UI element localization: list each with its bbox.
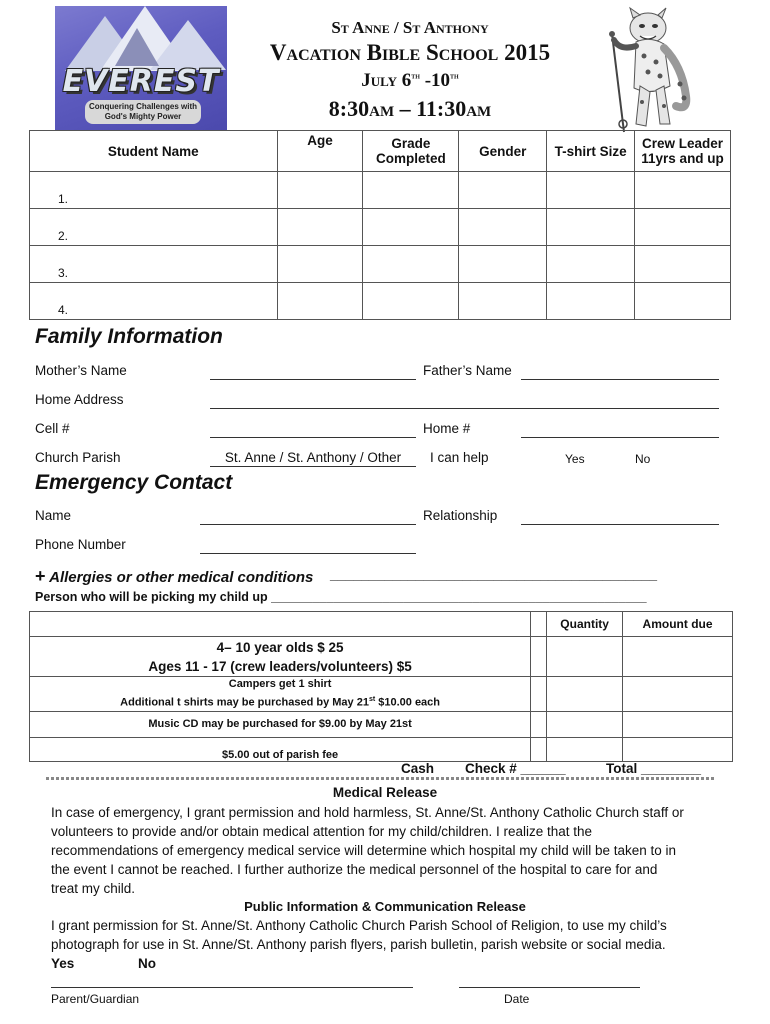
phone-number-label: Phone Number (35, 537, 126, 552)
student-name-cell[interactable]: 4. (30, 283, 278, 320)
allergies-row (35, 566, 313, 587)
allergies-field[interactable]: __________________________________________ (330, 566, 658, 582)
cell-field[interactable] (210, 437, 416, 438)
student-name-cell[interactable]: 2. (30, 209, 278, 246)
mothers-name-field[interactable] (210, 379, 416, 380)
fee-row (30, 737, 733, 761)
medical-release-text: In case of emergency, I grant permission and hold harmless, St. Anne/St. Anthony Catholic Church staff or volunteers to provide and/or obtain medical attention for my child/children. I realize that the recommendations of emergency medical service will determine which hospital my child will be taken to in the event I cannot be reached. I further authorize the medical personnel of the hospital to care for and treat my child. (51, 805, 684, 896)
student-row (30, 172, 731, 209)
grade-cell[interactable] (363, 283, 459, 320)
age-cell[interactable] (277, 209, 363, 246)
home-phone-field[interactable] (521, 437, 719, 438)
student-row (30, 283, 731, 320)
tshirt-header: T-shirt Size (547, 131, 635, 172)
student-name-cell[interactable]: 3. (30, 246, 278, 283)
amount-due-cell[interactable] (623, 737, 733, 761)
amount-due-cell[interactable] (623, 677, 733, 712)
crew-leader-cell[interactable] (635, 172, 731, 209)
age-cell[interactable] (277, 172, 363, 209)
total-field[interactable]: Total ________ (606, 761, 702, 776)
church-parish-field[interactable]: St. Anne / St. Anthony / Other (210, 450, 416, 467)
emergency-name-label: Name (35, 508, 72, 523)
amount-due-header: Amount due (623, 612, 733, 637)
vbs-heading: Vacation Bible School 2015 (269, 40, 551, 65)
mothers-name-label: Mother’s Name (35, 363, 127, 378)
crew-leader-cell[interactable] (635, 283, 731, 320)
relationship-field[interactable] (521, 524, 719, 525)
out-of-parish-fee-text: $5.00 out of parish fee (30, 737, 531, 761)
student-name-header: Student Name (30, 131, 278, 172)
amount-due-cell[interactable] (623, 637, 733, 677)
photo-yes-option[interactable]: Yes (51, 956, 75, 971)
gender-cell[interactable] (459, 283, 547, 320)
music-cd-fee-text: Music CD may be purchased for $9.00 by May 21st (30, 711, 531, 737)
fees-header-row (30, 612, 733, 637)
quantity-cell[interactable] (547, 711, 623, 737)
fee-row (30, 637, 733, 677)
crew-leader-header: Crew Leader 11yrs and up (635, 131, 731, 172)
quantity-cell[interactable] (547, 677, 623, 712)
tshirt-cell[interactable] (547, 246, 635, 283)
crew-leader-cell[interactable] (635, 246, 731, 283)
medical-release-title: Medical Release (332, 785, 438, 800)
registration-fee-text: 4– 10 year olds $ 25 Ages 11 - 17 (crew leaders/volunteers) $5 (30, 637, 531, 677)
phone-number-field[interactable] (200, 553, 416, 554)
grade-cell[interactable] (363, 172, 459, 209)
quantity-cell[interactable] (547, 637, 623, 677)
gender-cell[interactable] (459, 209, 547, 246)
student-row (30, 246, 731, 283)
fathers-name-label: Father’s Name (423, 363, 512, 378)
public-release-title: Public Information & Communication Release (244, 899, 526, 914)
parish-heading: St Anne / St Anthony (331, 18, 489, 37)
fees-table (29, 611, 733, 762)
grade-cell[interactable] (363, 209, 459, 246)
parent-signature-field[interactable] (51, 987, 413, 988)
quantity-header: Quantity (547, 612, 623, 637)
check-number-field[interactable]: Check # ______ (465, 761, 566, 776)
home-phone-label: Home # (423, 421, 471, 436)
allergies-label: Allergies or other medical conditions (49, 569, 314, 586)
quantity-cell[interactable] (547, 737, 623, 761)
crew-leader-cell[interactable] (635, 209, 731, 246)
home-address-label: Home Address (35, 392, 124, 407)
cash-option[interactable]: Cash (401, 761, 435, 776)
grade-cell[interactable] (363, 246, 459, 283)
logo-tagline: Conquering Challenges with God's Mighty Power (85, 100, 201, 124)
help-yes-option[interactable]: Yes (565, 452, 585, 466)
age-cell[interactable] (277, 246, 363, 283)
gender-cell[interactable] (459, 172, 547, 209)
grade-header: Grade Completed (363, 131, 459, 172)
snow-leopard-mascot-image (600, 6, 700, 134)
help-no-option[interactable]: No (635, 452, 651, 466)
pickup-person-field[interactable]: Person who will be picking my child up ______________________________________________________ (35, 590, 647, 604)
i-can-help-label: I can help (430, 450, 489, 465)
church-parish-label: Church Parish (35, 450, 121, 465)
plus-icon: + (35, 566, 46, 586)
date-field[interactable] (459, 987, 640, 988)
everest-logo (55, 6, 227, 130)
age-header: Age (277, 131, 363, 172)
amount-due-cell[interactable] (623, 711, 733, 737)
family-information-title: Family Information (35, 325, 223, 348)
cut-line-divider (46, 777, 714, 780)
gender-cell[interactable] (459, 246, 547, 283)
fee-row (30, 677, 733, 712)
emergency-contact-title: Emergency Contact (35, 471, 233, 494)
student-name-cell[interactable]: 1. (30, 172, 278, 209)
tshirt-cell[interactable] (547, 172, 635, 209)
dates-heading: July 6th -10th (361, 70, 459, 91)
student-table (29, 130, 731, 320)
fathers-name-field[interactable] (521, 379, 719, 380)
tshirt-fee-text: Campers get 1 shirt Additional t shirts may be purchased by May 21st $10.00 each (30, 677, 531, 712)
student-table-header (30, 131, 731, 172)
public-release-text: I grant permission for St. Anne/St. Anthony Catholic Church Parish School of Religion, to use my child’s photograph for use in St. Anne/St. Anthony parish flyers, parish bulletin, parish website or social media. (51, 918, 667, 952)
student-row (30, 209, 731, 246)
home-address-field[interactable] (210, 408, 719, 409)
photo-no-option[interactable]: No (138, 956, 156, 971)
time-heading: 8:30am – 11:30am (328, 96, 492, 121)
cell-label: Cell # (35, 421, 70, 436)
fee-row (30, 711, 733, 737)
tshirt-cell[interactable] (547, 209, 635, 246)
emergency-name-field[interactable] (200, 524, 416, 525)
gender-header: Gender (459, 131, 547, 172)
logo-title: EVEREST (62, 64, 220, 99)
parent-guardian-label: Parent/Guardian (51, 992, 140, 1006)
relationship-label: Relationship (423, 508, 498, 523)
age-cell[interactable] (277, 283, 363, 320)
date-label: Date (504, 992, 530, 1006)
tshirt-cell[interactable] (547, 283, 635, 320)
